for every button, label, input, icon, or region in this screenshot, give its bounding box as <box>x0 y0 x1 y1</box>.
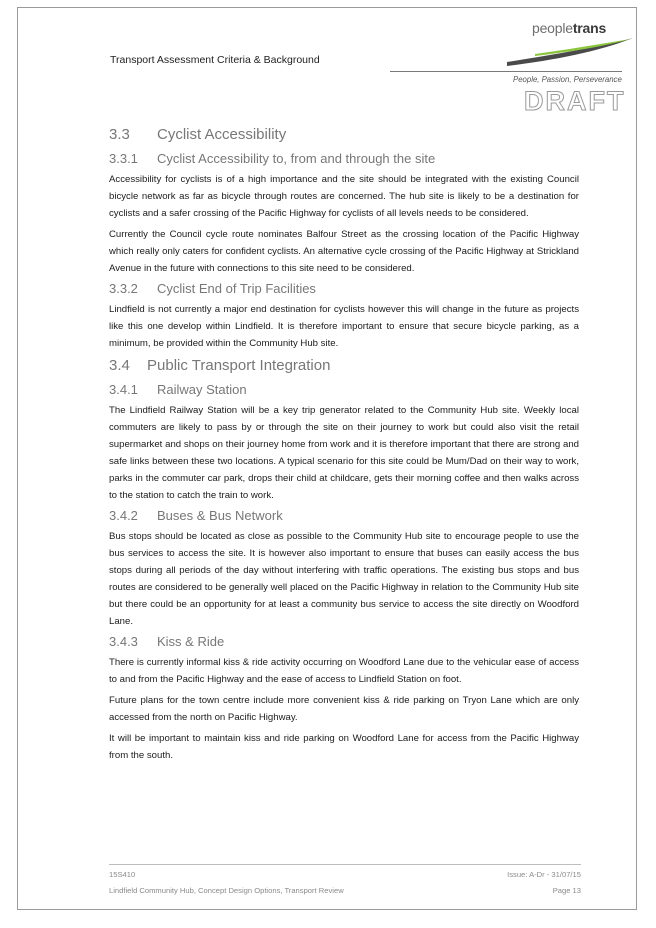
paragraph: Lindfield is not currently a major end destination for cyclists however this will change in the future as projects like this one develop within Lindfield. It is therefore important to ensure that secure bicycle parking, as a minimum, be provided within the Community Hub site. <box>109 304 579 349</box>
heading-3-4-1 <box>109 382 579 397</box>
section-title: Public Transport Integration <box>147 357 331 374</box>
logo-text-people: people <box>532 20 573 36</box>
section-title: Buses & Bus Network <box>157 508 283 523</box>
paragraph: Bus stops should be located as close as possible to the Community Hub site to encourage people to use the bus services to access the site. It is however also important to ensure that buses can easily access the bus stops during all periods of the day without interfering with traffic operations. The existing bus stops and bus routes are considered to be generally well placed on the Pacific Highway in relation to the Community Hub site but there could be an opportunity for at least a community bus service to access the site directly on Woodford Lane. <box>109 531 579 627</box>
document-body <box>109 126 579 768</box>
heading-3-3-2 <box>109 281 579 296</box>
heading-3-3-1 <box>109 151 579 166</box>
footer-rule <box>109 864 581 865</box>
logo-swoosh-icon <box>505 36 635 70</box>
header-rule <box>390 71 622 72</box>
document-header-title: Transport Assessment Criteria & Background <box>110 54 320 66</box>
section-number: 3.4.3 <box>109 634 138 649</box>
section-number: 3.3.2 <box>109 281 138 296</box>
heading-3-4-3 <box>109 634 579 649</box>
paragraph: The Lindfield Railway Station will be a key trip generator related to the Community Hub site. Weekly local commuters are likely to pass by or through the site on their journey to work but could also visit the retail supermarket and shops on their journey home from work and it is therefore important that there are strong and safe links between these two locations. A typical scenario for this site could be Mum/Dad on their way to work, parks in the commuter car park, drops their child at childcare, gets their morning coffee and then walks across to the station to catch the train to work. <box>109 405 579 501</box>
section-title: Cyclist End of Trip Facilities <box>157 281 316 296</box>
peopletrans-logo <box>532 20 606 36</box>
paragraph: It will be important to maintain kiss and ride parking on Woodford Lane for access from the Pacific Highway from the south. <box>109 733 579 761</box>
paragraph: Future plans for the town centre include more convenient kiss & ride parking on Tryon Lane which are only accessed from the north on Pacific Highway. <box>109 695 579 723</box>
section-number: 3.3.1 <box>109 151 138 166</box>
section-number: 3.4.2 <box>109 508 138 523</box>
section-number: 3.4 <box>109 357 130 374</box>
section-number: 3.3 <box>109 126 130 143</box>
section-title: Cyclist Accessibility <box>157 126 287 143</box>
paragraph: Accessibility for cyclists is of a high importance and the site should be integrated with the existing Council bicycle network as far as bicycle through routes are concerned. The hub site is likely to be a destination for cyclists and a safer crossing of the Pacific Highway for cyclists of all levels needs to be considered. <box>109 174 579 219</box>
footer-page-number: Page 13 <box>552 886 581 895</box>
draft-watermark: DRAFT <box>524 86 626 116</box>
logo-tagline: People, Passion, Perseverance <box>513 75 622 84</box>
heading-3-3 <box>109 126 579 143</box>
section-number: 3.4.1 <box>109 382 138 397</box>
heading-3-4-2 <box>109 508 579 523</box>
footer-job-number: 15S410 <box>109 870 136 879</box>
heading-3-4 <box>109 357 579 374</box>
paragraph: Currently the Council cycle route nominates Balfour Street as the crossing location of the Pacific Highway which really only caters for confident cyclists. An alternative cycle crossing of the Pacific Highway at Strickland Avenue in the future with connections to this site need to be considered. <box>109 229 579 274</box>
footer-issue: Issue: A-Dr - 31/07/15 <box>507 870 581 879</box>
section-title: Cyclist Accessibility to, from and through the site <box>157 151 436 166</box>
paragraph: There is currently informal kiss & ride activity occurring on Woodford Lane due to the vehicular ease of access to and from the Pacific Highway and the ease of access to Lindfield Station on foot. <box>109 657 579 685</box>
footer-document-name: Lindfield Community Hub, Concept Design Options, Transport Review <box>109 886 344 895</box>
section-title: Railway Station <box>157 382 247 397</box>
section-title: Kiss & Ride <box>157 634 225 649</box>
logo-text-trans: trans <box>572 20 607 36</box>
